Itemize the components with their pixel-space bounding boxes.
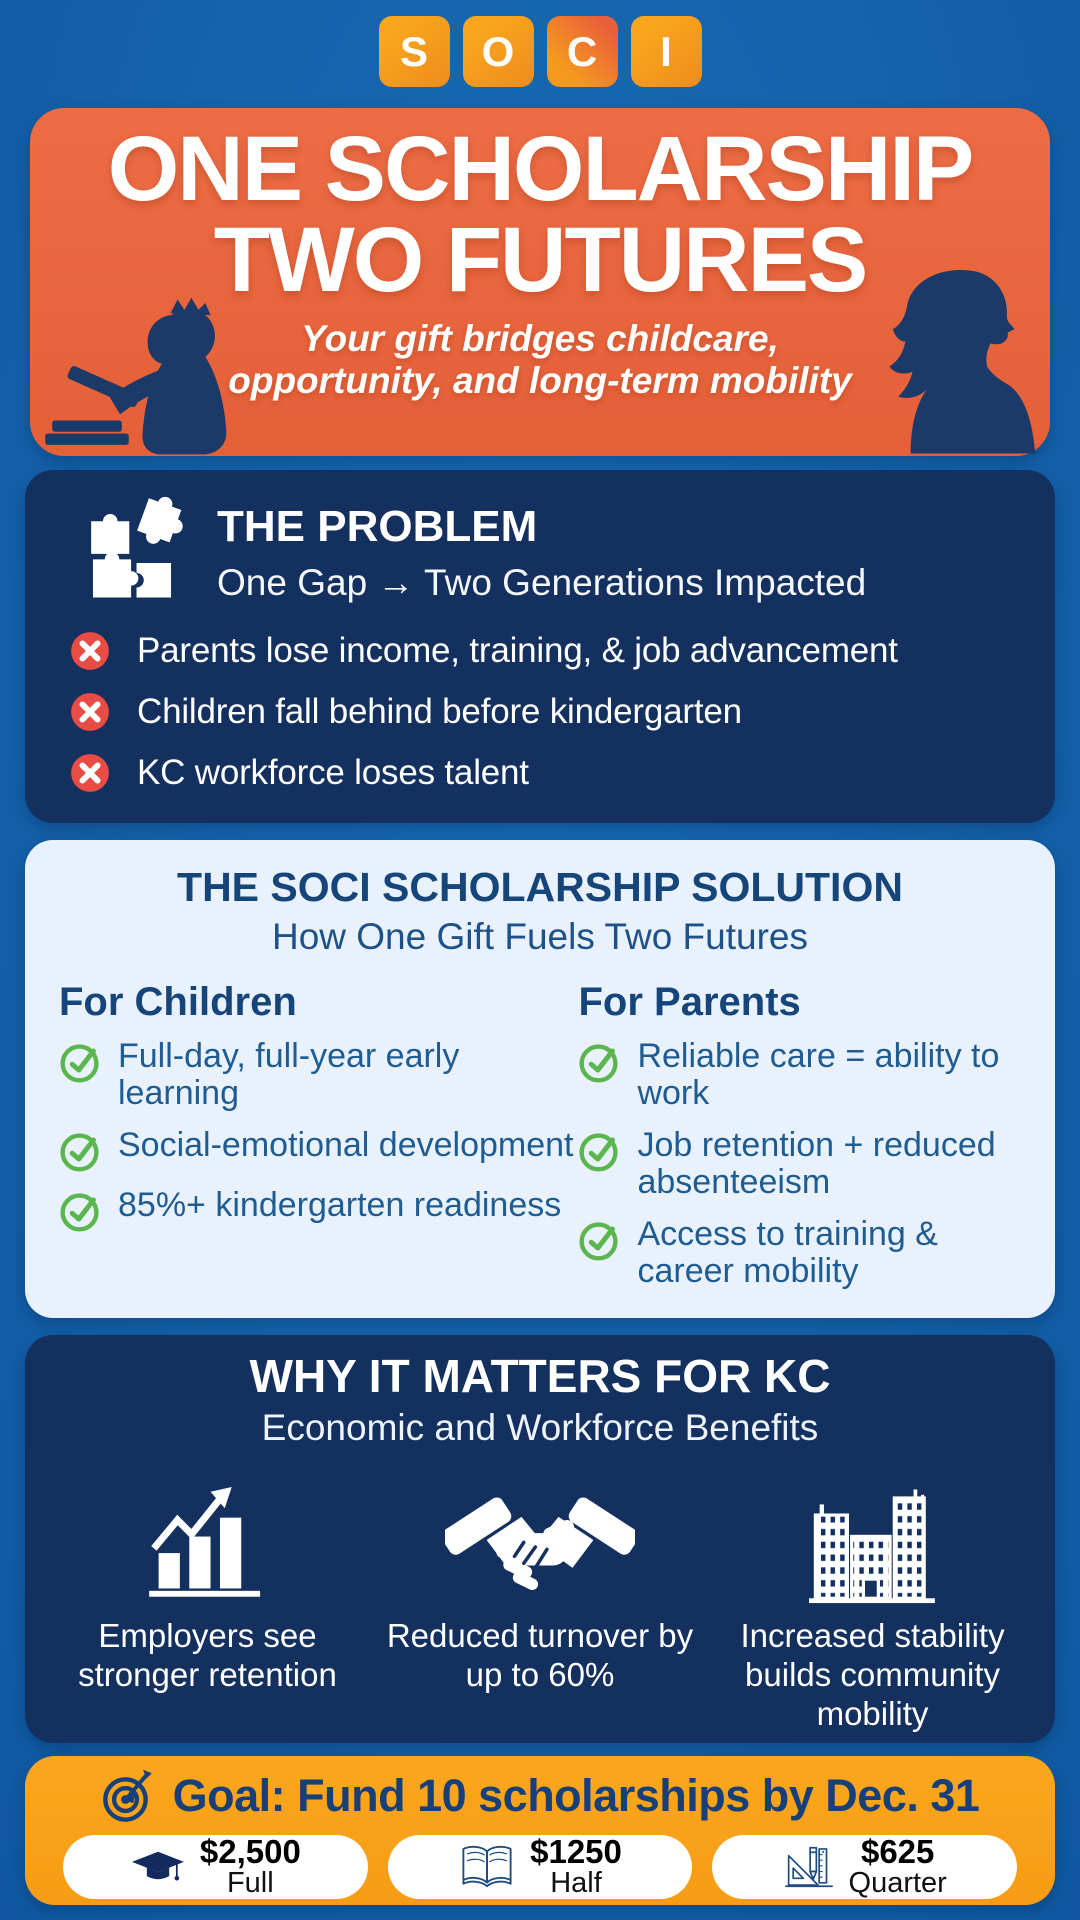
list-item [59,1038,578,1113]
solution-title: THE SOCI SCHOLARSHIP SOLUTION [177,864,903,910]
open-book-icon [458,1844,516,1890]
tier-text [849,1835,947,1898]
goal-title: Goal: Fund 10 scholarships by Dec. 31 [172,1770,980,1821]
puzzle-pieces-icon [73,494,191,612]
benefit-label: Reduced turnover by up to 60% [386,1617,694,1693]
x-circle-icon [69,752,111,794]
logo-tile-c: C [547,16,618,87]
soci-logo [0,16,1080,87]
problem-section [25,470,1055,823]
why-subtitle: Economic and Workforce Benefits [261,1407,819,1448]
x-circle-icon [69,630,111,672]
benefit-label: Employers see stronger retention [78,1617,337,1693]
check-circle-icon [59,1040,103,1084]
tier-label: Quarter [848,1867,947,1900]
list-item [69,630,1021,672]
check-circle-icon [59,1129,103,1173]
city-buildings-icon [809,1487,937,1605]
tier-text [200,1835,301,1898]
problem-subtitle: One Gap → Two Generations Impacted [217,562,867,603]
goal-header [25,1768,1055,1824]
problem-item-text: Children fall behind before kindergarten [137,692,742,731]
hero-banner [30,108,1050,456]
tier-amount: $2,500 [199,1833,301,1871]
solution-item-text: Reliable care = ability to work [637,1037,1000,1113]
solution-item-text: Full-day, full-year early learning [118,1037,460,1113]
check-circle-icon [59,1189,103,1233]
growth-chart-icon [142,1487,272,1605]
hero-title-line1: ONE SCHOLARSHIP [107,118,973,220]
check-circle-icon [578,1129,622,1173]
icon-box [142,1463,272,1605]
tier-text [530,1835,622,1898]
icon-box [809,1463,937,1605]
tier-quarter [712,1835,1017,1899]
list-item [69,691,1021,733]
list-item [59,1127,578,1173]
handshake-icon [445,1489,635,1605]
benefit-retention [51,1463,364,1734]
hero-subtitle: Your gift bridges childcare, opportunity, and long-term mobility [228,318,852,401]
tier-half [388,1835,693,1899]
why-title: WHY IT MATTERS FOR KC [249,1350,831,1402]
why-section [25,1335,1055,1743]
boy-reading-silhouette-icon [40,296,275,461]
tier-full [63,1835,368,1899]
parents-column [578,980,1021,1304]
list-item [59,1187,578,1233]
goal-section [25,1756,1055,1905]
graduation-cap-icon [130,1849,186,1885]
target-goal-icon [101,1768,157,1824]
benefit-turnover [384,1463,697,1734]
icon-box [445,1463,635,1605]
problem-header [217,502,1025,604]
geometry-tools-icon [783,1843,835,1891]
children-column-title: For Children [59,980,297,1024]
x-circle-icon [69,691,111,733]
list-item [578,1038,1021,1113]
problem-title: THE PROBLEM [217,502,538,551]
problem-list [25,630,1055,794]
benefit-label: Increased stability builds community mobility [740,1617,1005,1732]
parents-column-title: For Parents [578,980,801,1024]
benefit-stability [716,1463,1029,1734]
problem-item-text: KC workforce loses talent [137,753,529,792]
solution-columns [25,980,1055,1304]
list-item [578,1127,1021,1202]
solution-item-text: Job retention + reduced absenteeism [637,1125,996,1202]
check-circle-icon [578,1218,622,1262]
girl-profile-silhouette-icon [884,258,1044,454]
tier-amount: $1250 [530,1833,622,1871]
solution-item-text: Social-emotional development [118,1125,574,1164]
solution-item-text: Access to training & career mobility [637,1214,938,1290]
list-item [69,752,1021,794]
tier-label: Half [550,1867,602,1900]
logo-tile-i: I [631,16,702,87]
solution-section [25,840,1055,1318]
problem-item-text: Parents lose income, training, & job advancement [137,631,898,670]
solution-item-text: 85%+ kindergarten readiness [118,1185,562,1224]
hero-title-line2: TWO FUTURES [213,209,867,312]
tier-row [63,1835,1017,1899]
list-item [578,1216,1021,1291]
logo-tile-s: S [379,16,450,87]
check-circle-icon [578,1040,622,1084]
children-column [59,980,578,1304]
logo-tile-o: O [463,16,534,87]
benefits-row [25,1463,1055,1734]
tier-amount: $625 [860,1833,935,1871]
solution-subtitle: How One Gift Fuels Two Futures [271,916,808,957]
tier-label: Full [226,1867,274,1900]
